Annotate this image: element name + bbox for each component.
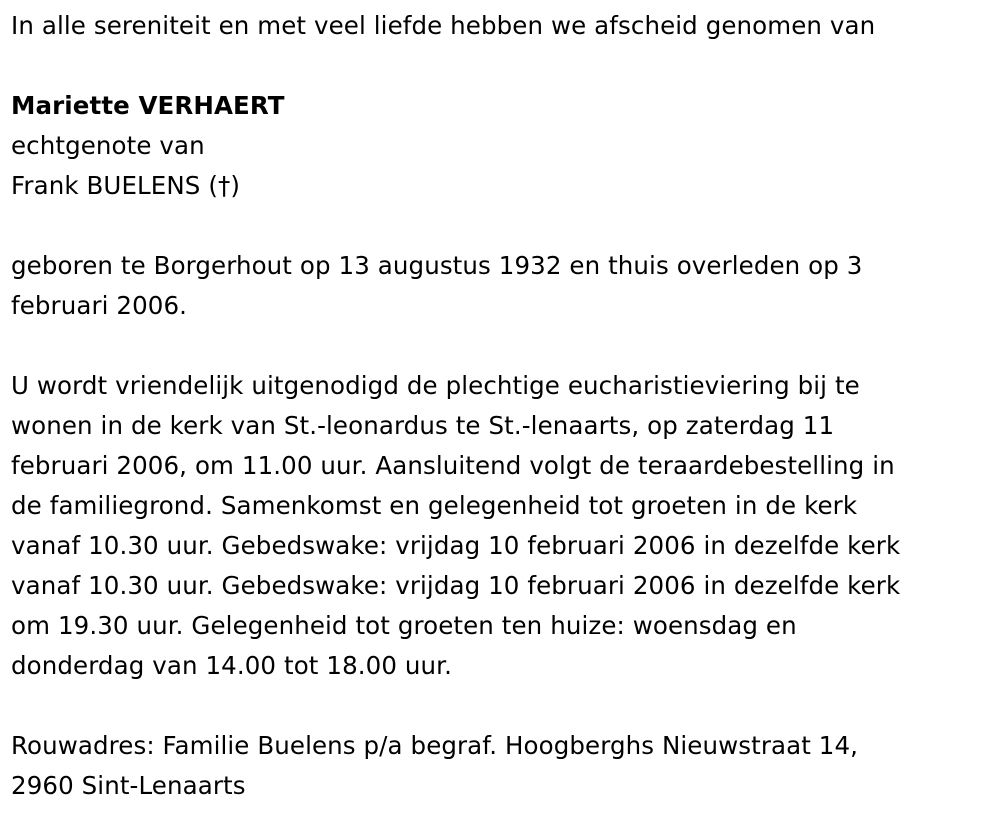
paragraph-line: U wordt vriendelijk uitgenodigd de plechtige eucharistieviering bij te <box>11 371 860 400</box>
paragraph-line: om 19.30 uur. Gelegenheid tot groeten ten huize: woensdag en <box>11 611 797 640</box>
paragraph-line: vanaf 10.30 uur. Gebedswake: vrijdag 10 februari 2006 in dezelfde kerk <box>11 571 901 600</box>
intro-text: In alle sereniteit en met veel liefde hebben we afscheid genomen van <box>11 11 876 40</box>
paragraph-line: wonen in de kerk van St.-leonardus te St.-lenaarts, op zaterdag 11 <box>11 411 835 440</box>
birth-death-paragraph <box>11 246 1000 326</box>
paragraph-line: Rouwadres: Familie Buelens p/a begraf. Hoogberghs Nieuwstraat 14, <box>11 731 859 760</box>
paragraph-line: geboren te Borgerhout op 13 augustus 1932 en thuis overleden op 3 <box>11 251 863 280</box>
intro-block <box>11 6 1000 46</box>
relation-text: echtgenote van <box>11 131 205 160</box>
name-block <box>11 86 1000 206</box>
paragraph-line: februari 2006. <box>11 291 188 320</box>
paragraph-line: 2960 Sint-Lenaarts <box>11 771 246 800</box>
deceased-name: Mariette VERHAERT <box>11 91 285 120</box>
paragraph-line: donderdag van 14.00 tot 18.00 uur. <box>11 651 452 680</box>
paragraph-line: vanaf 10.30 uur. Gebedswake: vrijdag 10 februari 2006 in dezelfde kerk <box>11 531 901 560</box>
paragraph-line: februari 2006, om 11.00 uur. Aansluitend volgt de teraardebestelling in <box>11 451 895 480</box>
spouse-name: Frank BUELENS (†) <box>11 171 240 200</box>
address-paragraph <box>11 726 1000 806</box>
paragraph-line: de familiegrond. Samenkomst en gelegenheid tot groeten in de kerk <box>11 491 858 520</box>
ceremony-paragraph <box>11 366 1000 686</box>
